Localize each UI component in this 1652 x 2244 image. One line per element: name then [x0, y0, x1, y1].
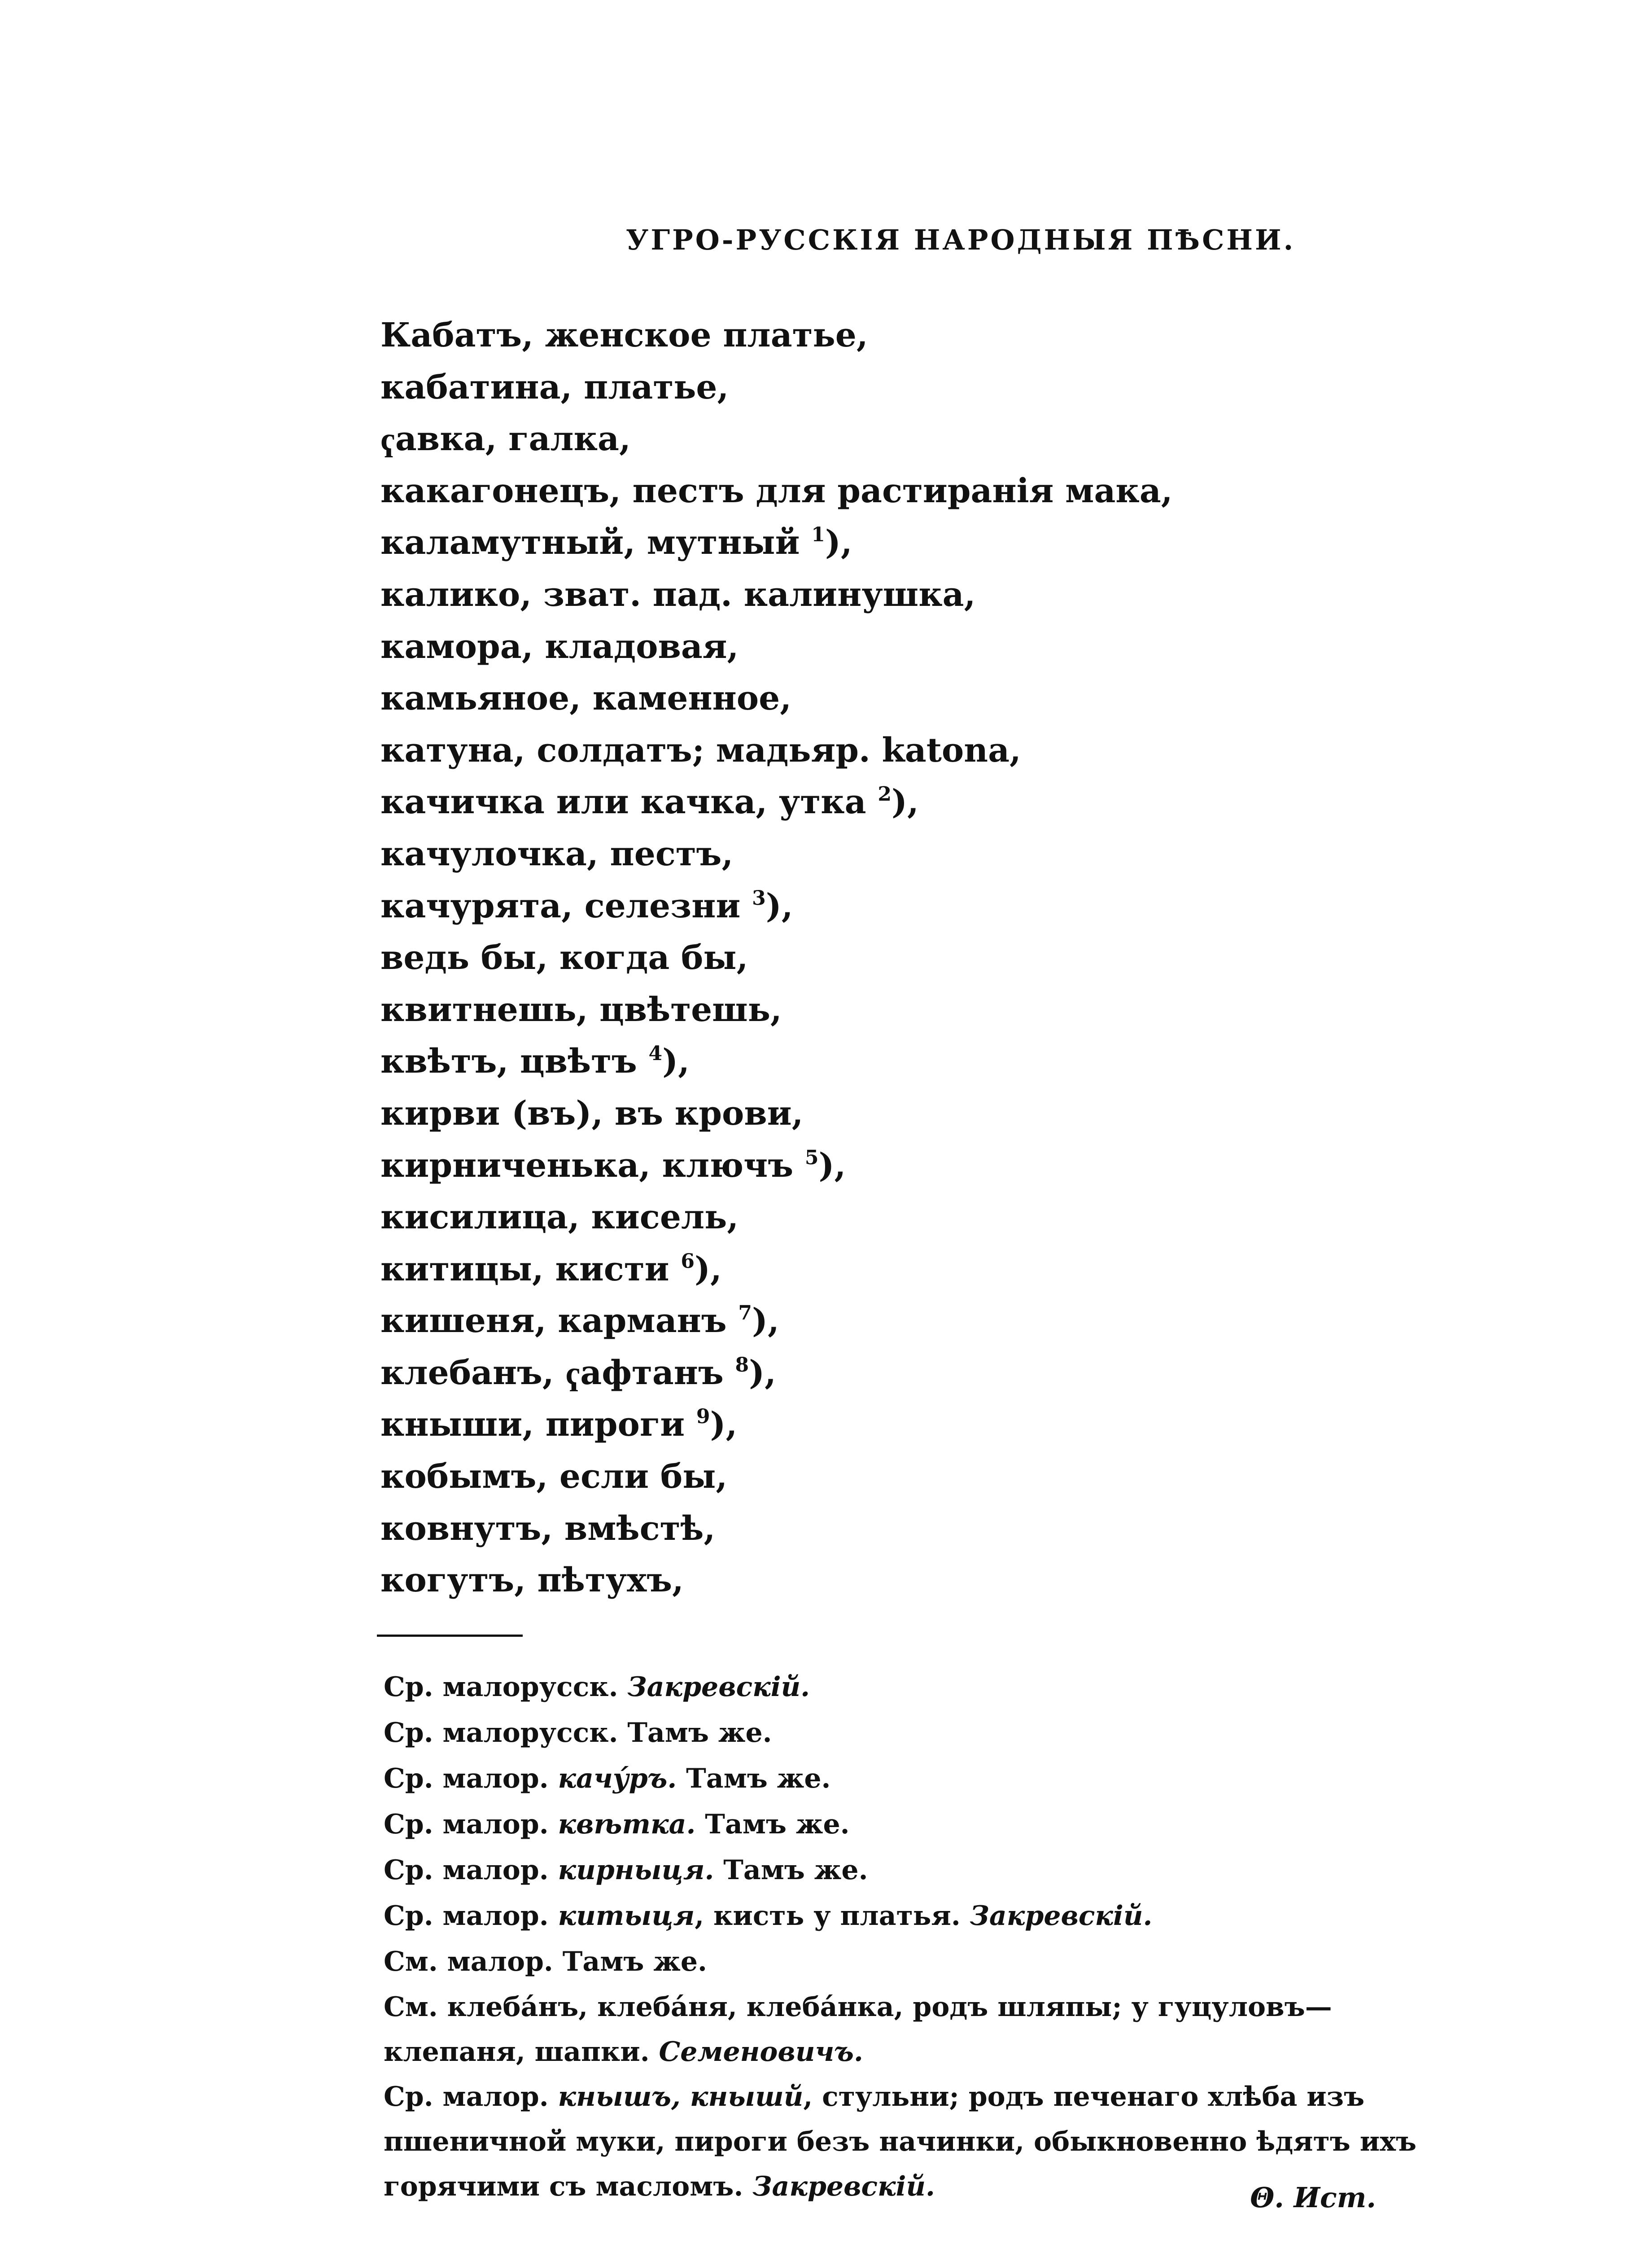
glossary-entry: камьяное, каменное,	[380, 679, 791, 718]
footnote-ref: 4	[648, 1042, 663, 1065]
glossary-entry: кишеня, карманъ $^7$),	[380, 1302, 779, 1341]
glossary-entry: качулочка, пестъ,	[380, 834, 734, 873]
footnote: Ср. малор. кнышъ, кнышй, стульни; родъ печенаго хлѣба изъ пшеничной муки, пироги безъ начинки, обыкновенно ѣдятъ ихъ горячими съ масломъ. Закревскій.	[384, 2081, 1417, 2202]
footnote-ref: 1	[811, 523, 825, 547]
glossary-entry: катуна, солдатъ; мадьяр. katona,	[380, 731, 1021, 770]
glossary-entry: Кабатъ, женское платье,	[380, 316, 868, 355]
glossary-entry: ковнутъ, вмѣстѣ,	[380, 1509, 716, 1548]
footnote-divider	[377, 1635, 523, 1637]
footnote: Ср. малорусск. Тамъ же.	[384, 1717, 772, 1749]
glossary-entry: кныши, пироги $^9$),	[380, 1405, 738, 1444]
glossary-entry: клебанъ, ҁафтанъ $^8$),	[380, 1353, 776, 1392]
glossary-entry: ведь бы, когда бы,	[380, 938, 748, 977]
glossary-entry: камора, кладовая,	[380, 627, 739, 666]
footnote-ref: 8	[735, 1353, 749, 1376]
footnote-ref: 9	[696, 1405, 710, 1429]
footnote: Ср. малор. кирныця. Тамъ же.	[384, 1854, 868, 1886]
footnote-ref: 7	[738, 1302, 752, 1325]
glossary-entry: качичка или качка, утка $^2$),	[380, 783, 919, 822]
footnote: См. малор. Тамъ же.	[384, 1946, 707, 1977]
glossary-entry: кобымъ, если бы,	[380, 1457, 728, 1496]
glossary-entry: кирниченька, ключъ $^5$),	[380, 1146, 846, 1185]
glossary-entry: квитнешь, цвѣтешь,	[380, 990, 782, 1029]
footnote: Ср. малор. китыця, кисть у платья. Закревскій.	[384, 1900, 1153, 1932]
glossary-list	[380, 310, 1173, 1607]
glossary-entry: ҁавка, галка,	[380, 420, 631, 459]
glossary-entry: качурята, селезни $^3$),	[380, 886, 793, 925]
footnote: См. клеба́нъ, клеба́ня, клеба́нка, родъ шляпы; у гуцуловъ—клепаня, шапки. Семеновичъ.	[384, 1991, 1332, 2068]
glossary-entry: кирви (въ), въ крови,	[380, 1094, 804, 1133]
footnote: Ср. малор. квѣтка. Тамъ же.	[384, 1809, 850, 1840]
page-title: УГРО-РУССКІЯ НАРОДНЫЯ ПѢСНИ.	[626, 224, 1296, 256]
footnote: Ср. малор. качу́ръ. Тамъ же.	[384, 1763, 831, 1794]
glossary-entry: китицы, кисти $^6$),	[380, 1249, 722, 1289]
author-signature: Θ. Ист.	[1250, 2181, 1376, 2214]
glossary-entry: когутъ, пѣтухъ,	[380, 1561, 684, 1600]
footnote-ref: 5	[804, 1146, 819, 1169]
glossary-entry: какагонецъ, пестъ для растиранія мака,	[380, 471, 1173, 510]
glossary-entry: квѣтъ, цвѣтъ $^4$),	[380, 1042, 690, 1081]
footnote: Ср. малорусск. Закревскій.	[384, 1671, 810, 1703]
footnote-ref: 6	[681, 1249, 695, 1273]
glossary-entry: кабатина, платье,	[380, 368, 729, 407]
glossary-entry: калико, зват. пад. калинушка,	[380, 575, 976, 614]
footnote-ref: 3	[752, 886, 766, 910]
glossary-entry: каламутный, мутный $^1$),	[380, 523, 852, 562]
glossary-entry: кисилица, кисель,	[380, 1198, 739, 1237]
footnotes-list	[384, 1664, 1451, 2209]
footnote-ref: 2	[878, 783, 892, 806]
